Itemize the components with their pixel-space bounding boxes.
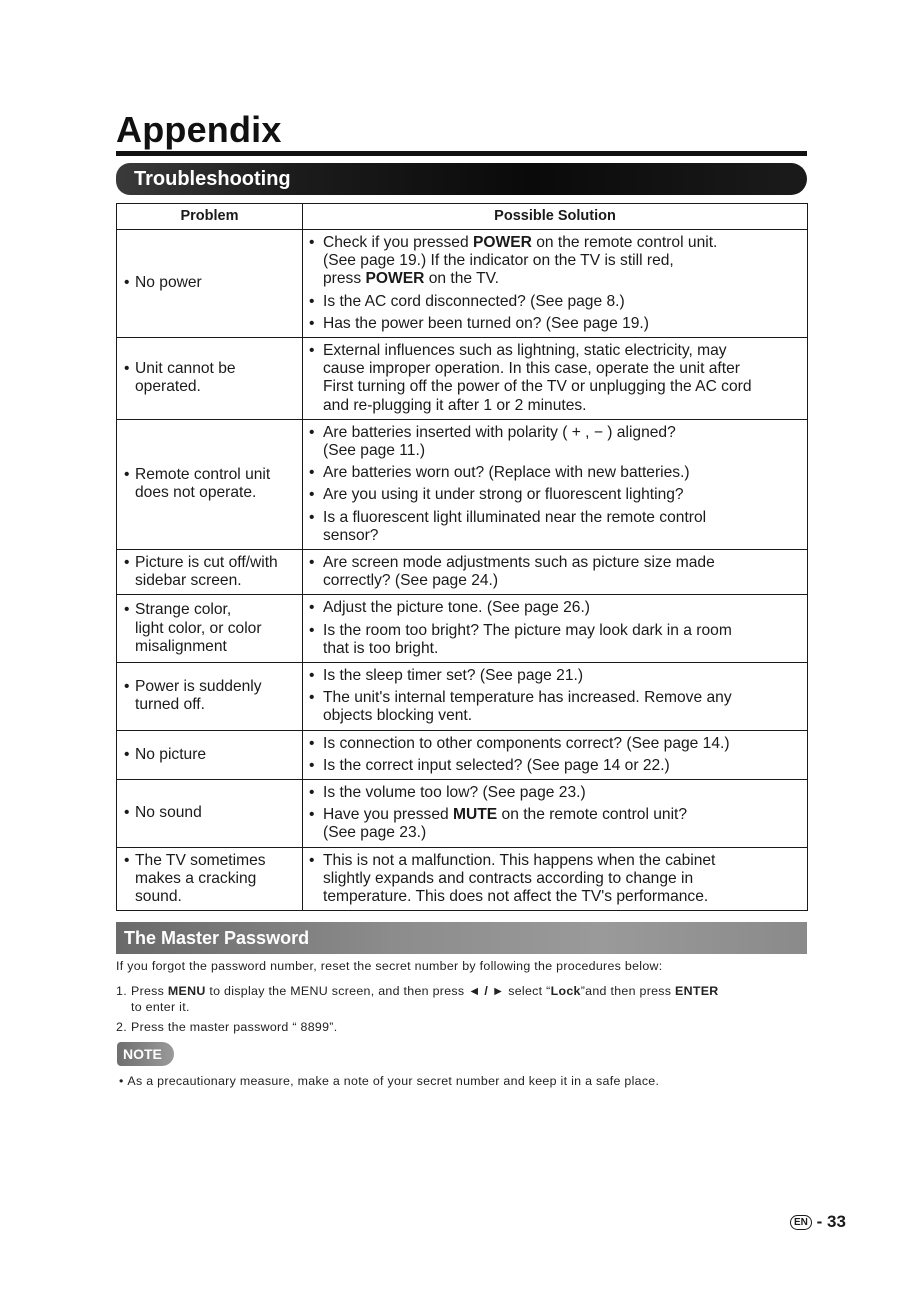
page-number: 33 (827, 1212, 846, 1231)
solution-item (303, 509, 807, 545)
solution-text: temperature. This does not affect the TV's performance. (323, 888, 709, 906)
header-problem: Problem (117, 204, 303, 230)
key-label: POWER (472, 234, 532, 251)
solution-text: External influences such as lightning, static electricity, may (323, 342, 727, 360)
solution-text: on the remote control unit? (497, 806, 688, 824)
solution-item (303, 622, 807, 658)
solution-text: This is not a malfunction. This happens when the cabinet (323, 851, 716, 869)
solution-text: The unit's internal temperature has increased. Remove any (323, 689, 732, 707)
solution-text: on the TV. (424, 270, 499, 288)
table-header-row (117, 204, 808, 230)
footer-separator: - (816, 1212, 823, 1231)
solution-text: objects blocking vent. (323, 707, 473, 725)
solution-item (303, 852, 807, 907)
key-label: POWER (365, 270, 425, 288)
problem-cell (117, 730, 303, 779)
solution-text: Is the sleep timer set? (See page 21.) (323, 667, 584, 685)
solution-cell (303, 663, 808, 731)
solution-text: Have you pressed (323, 806, 454, 824)
solution-text: Is the correct input selected? (See page 14 or 22.) (323, 756, 670, 774)
step-1 (116, 983, 816, 1015)
problem-cell (117, 595, 303, 663)
troubleshooting-heading: Troubleshooting (134, 168, 291, 190)
problem-text (117, 554, 302, 590)
header-solution: Possible Solution (303, 204, 808, 230)
note-text (119, 1073, 659, 1089)
problem-line: makes a cracking (135, 869, 257, 887)
problem-line: Unit cannot be (135, 360, 236, 378)
problem-text (117, 360, 302, 396)
menu-key-label: MENU (167, 984, 206, 998)
step-text: ”and then press (580, 984, 676, 998)
problem-cell (117, 338, 303, 420)
solution-text: cause improper operation. In this case, operate the unit after (323, 360, 740, 378)
table-row (117, 419, 808, 549)
problem-cell (117, 550, 303, 595)
troubleshooting-banner (116, 163, 807, 195)
table-row (117, 847, 808, 911)
master-password-banner (116, 922, 807, 954)
step-number: 2. (116, 1020, 127, 1034)
bullet-icon: • (119, 1074, 128, 1088)
solution-cell (303, 230, 808, 338)
table-row (117, 595, 808, 663)
solution-text: Is a fluorescent light illuminated near the remote control (323, 508, 707, 526)
note-text-content: As a precautionary measure, make a note of your secret number and keep it in a safe place. (127, 1074, 660, 1088)
step-number: 1. (116, 984, 127, 998)
page-title: Appendix (116, 109, 282, 150)
problem-line: sound. (135, 888, 182, 906)
problem-text (117, 601, 302, 656)
problem-line: The TV sometimes (135, 851, 266, 869)
solution-item (303, 735, 807, 753)
solution-item (303, 806, 807, 842)
solution-text: press (323, 270, 366, 288)
solution-item (303, 689, 807, 725)
problem-cell (117, 780, 303, 848)
left-right-arrow-icons: ◄ / ► (468, 984, 505, 998)
solution-text: Are batteries inserted with polarity ( + , − ) aligned? (323, 423, 676, 441)
key-label: MUTE (453, 806, 498, 824)
solution-cell (303, 419, 808, 549)
problem-cell (117, 230, 303, 338)
solution-item (303, 342, 807, 415)
problem-line: operated. (135, 378, 201, 396)
solution-item (303, 667, 807, 685)
procedure-steps (116, 983, 816, 1039)
solution-text: First turning off the power of the TV or unplugging the AC cord (323, 378, 752, 396)
problem-text (117, 274, 302, 292)
solution-item (303, 293, 807, 311)
problem-line: turned off. (135, 696, 205, 714)
solution-text: slightly expands and contracts according to change in (323, 869, 694, 887)
solution-cell (303, 338, 808, 420)
solution-item (303, 234, 807, 289)
problem-line: does not operate. (135, 484, 257, 502)
problem-line: Remote control unit (135, 466, 271, 484)
solution-text: Is the volume too low? (See page 23.) (323, 784, 586, 802)
solution-text: Are you using it under strong or fluorescent lighting? (323, 486, 684, 504)
solution-text: (See page 23.) (323, 824, 427, 842)
problem-line: Power is suddenly (135, 678, 262, 696)
solution-text: (See page 11.) (323, 442, 426, 460)
problem-line: Strange color, (135, 601, 232, 619)
problem-line: misalignment (135, 637, 227, 655)
lock-label: Lock (550, 984, 581, 998)
solution-text: Is the room too bright? The picture may look dark in a room (323, 621, 732, 639)
solution-text: that is too bright. (323, 639, 439, 657)
solution-text: (See page 19.) If the indicator on the TV is still red, (323, 252, 674, 270)
solution-cell (303, 730, 808, 779)
master-password-intro: If you forgot the password number, reset the secret number by following the procedures below: (116, 959, 663, 973)
step-text-continued: to enter it. (131, 1000, 190, 1014)
solution-cell (303, 550, 808, 595)
solution-item (303, 464, 807, 482)
solution-item (303, 554, 807, 590)
master-password-heading: The Master Password (124, 928, 310, 948)
solution-item (303, 486, 807, 504)
table-row (117, 550, 808, 595)
solution-item (303, 599, 807, 617)
problem-text (117, 466, 302, 502)
solution-text: correctly? (See page 24.) (323, 572, 499, 590)
problem-cell (117, 419, 303, 549)
solution-text: Are batteries worn out? (Replace with new batteries.) (323, 464, 690, 482)
enter-key-label: ENTER (675, 984, 719, 998)
problem-line: No power (135, 274, 202, 292)
solution-text: Adjust the picture tone. (See page 26.) (323, 599, 590, 617)
problem-line: No sound (135, 804, 202, 822)
step-text: Press (131, 984, 168, 998)
troubleshooting-table (116, 203, 808, 911)
language-en-icon: EN (790, 1215, 812, 1230)
note-badge: NOTE (117, 1042, 174, 1066)
solution-item (303, 424, 807, 460)
solution-item (303, 315, 807, 333)
solution-text: and re-plugging it after 1 or 2 minutes. (323, 396, 587, 414)
problem-text (117, 746, 302, 764)
solution-cell (303, 847, 808, 911)
step-text: select “ (504, 984, 551, 998)
step-2 (116, 1019, 816, 1035)
table-row (117, 338, 808, 420)
solution-item (303, 757, 807, 775)
title-rule (116, 151, 807, 156)
table-row (117, 730, 808, 779)
step-text: to display the MENU screen, and then press (205, 984, 469, 998)
solution-text: Is the AC cord disconnected? (See page 8.) (323, 292, 625, 310)
solution-text: Are screen mode adjustments such as picture size made (323, 554, 715, 572)
problem-line: sidebar screen. (135, 572, 242, 590)
solution-text: sensor? (323, 526, 379, 544)
step-text: Press the master password “ 8899”. (131, 1020, 338, 1034)
table-row (117, 780, 808, 848)
solution-text: on the remote control unit. (531, 234, 718, 251)
problem-cell (117, 847, 303, 911)
table-row (117, 663, 808, 731)
solution-cell (303, 780, 808, 848)
problem-text (117, 852, 302, 907)
page-footer (790, 1211, 846, 1233)
problem-text (117, 804, 302, 822)
solution-cell (303, 595, 808, 663)
problem-line: No picture (135, 745, 207, 763)
problem-text (117, 678, 302, 714)
problem-line: light color, or color (135, 619, 262, 637)
solution-text: Is connection to other components correct? (See page 14.) (323, 734, 730, 752)
table-row (117, 230, 808, 338)
solution-text: Has the power been turned on? (See page 19.) (323, 314, 649, 332)
solution-item (303, 784, 807, 802)
solution-text: Check if you pressed (323, 234, 473, 251)
problem-cell (117, 663, 303, 731)
problem-line: Picture is cut off/with (135, 554, 278, 572)
